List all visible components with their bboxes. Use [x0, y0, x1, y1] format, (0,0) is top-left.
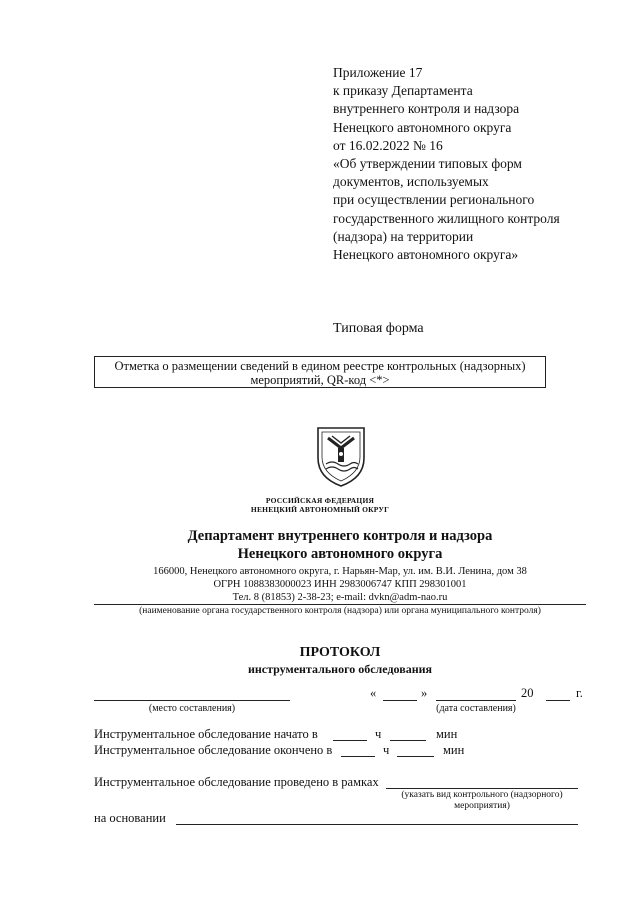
qr-box-line: Отметка о размещении сведений в едином реестре контрольных (надзорных) — [114, 359, 526, 373]
end-label: Инструментальное обследование окончено в — [94, 743, 333, 757]
protocol-subtitle: инструментального обследования — [247, 662, 433, 676]
qr-registry-box — [94, 356, 546, 388]
end-hours-unit: ч — [383, 743, 390, 757]
department-ogrn: ОГРН 1088383000023 ИНН 2983006747 КПП 298301001 — [213, 579, 467, 590]
date-month-field[interactable] — [436, 700, 516, 701]
protocol-title: ПРОТОКОЛ — [299, 645, 381, 660]
header-divider — [94, 604, 586, 605]
department-address: 166000, Ненецкого автономного округа, г. Нарьян-Мар, ул. им. В.И. Ленина, дом 38 — [153, 566, 527, 577]
date-day-field[interactable] — [383, 700, 417, 701]
year-suffix: г. — [576, 686, 583, 700]
organ-caption: (наименование органа государственного контроля (надзора) или органа муниципального контроля) — [139, 606, 541, 616]
annex-line: от 16.02.2022 № 16 — [333, 137, 443, 153]
start-hours-unit: ч — [375, 727, 382, 741]
start-hours-field[interactable] — [333, 740, 367, 741]
start-label: Инструментальное обследование начато в — [94, 727, 318, 741]
annex-line: Ненецкого автономного округа — [333, 119, 512, 135]
country-label: РОССИЙСКАЯ ФЕДЕРАЦИЯ — [265, 496, 375, 505]
basis-label: на основании — [94, 811, 166, 825]
year-prefix: 20 — [521, 686, 534, 700]
framework-field[interactable] — [386, 788, 578, 789]
annex-line: при осуществлении регионального — [333, 192, 535, 208]
date-year-field[interactable] — [546, 700, 570, 701]
end-hours-field[interactable] — [341, 756, 375, 757]
place-field[interactable] — [94, 700, 290, 701]
department-name-line2: Ненецкого автономного округа — [237, 546, 443, 562]
framework-caption-1: (указать вид контрольного (надзорного) — [401, 790, 563, 800]
framework-caption-2: мероприятия) — [454, 801, 510, 811]
end-minutes-field[interactable] — [397, 756, 434, 757]
annex-line: документов, используемых — [333, 174, 489, 190]
annex-line: к приказу Департамента — [333, 83, 473, 99]
date-open-quote: « — [370, 686, 377, 700]
date-close-quote: » — [421, 686, 428, 700]
nao-coat-of-arms-icon — [314, 424, 368, 488]
start-minutes-unit: мин — [436, 727, 458, 741]
department-name-line1: Департамент внутреннего контроля и надзора — [187, 528, 493, 544]
date-caption: (дата составления) — [436, 703, 516, 714]
annex-line: Ненецкого автономного округа» — [333, 247, 519, 263]
annex-line: государственного жилищного контроля — [333, 210, 560, 226]
okrug-label: НЕНЕЦКИЙ АВТОНОМНЫЙ ОКРУГ — [250, 505, 390, 514]
annex-line: «Об утверждении типовых форм — [333, 156, 522, 172]
framework-label: Инструментальное обследование проведено в рамках — [94, 775, 379, 789]
department-contacts: Тел. 8 (81853) 2-38-23; e-mail: dvkn@adm-nao.ru — [232, 592, 448, 603]
basis-field[interactable] — [176, 824, 578, 825]
start-minutes-field[interactable] — [390, 740, 426, 741]
form-type-label: Типовая форма — [333, 321, 424, 336]
qr-box-line: мероприятий, QR-код <*> — [250, 373, 390, 387]
annex-line: внутреннего контроля и надзора — [333, 101, 520, 117]
end-minutes-unit: мин — [443, 743, 465, 757]
annex-block — [333, 64, 633, 264]
annex-line: Приложение 17 — [333, 65, 423, 80]
place-caption: (место составления) — [148, 703, 236, 714]
annex-line: (надзора) на территории — [333, 228, 474, 244]
